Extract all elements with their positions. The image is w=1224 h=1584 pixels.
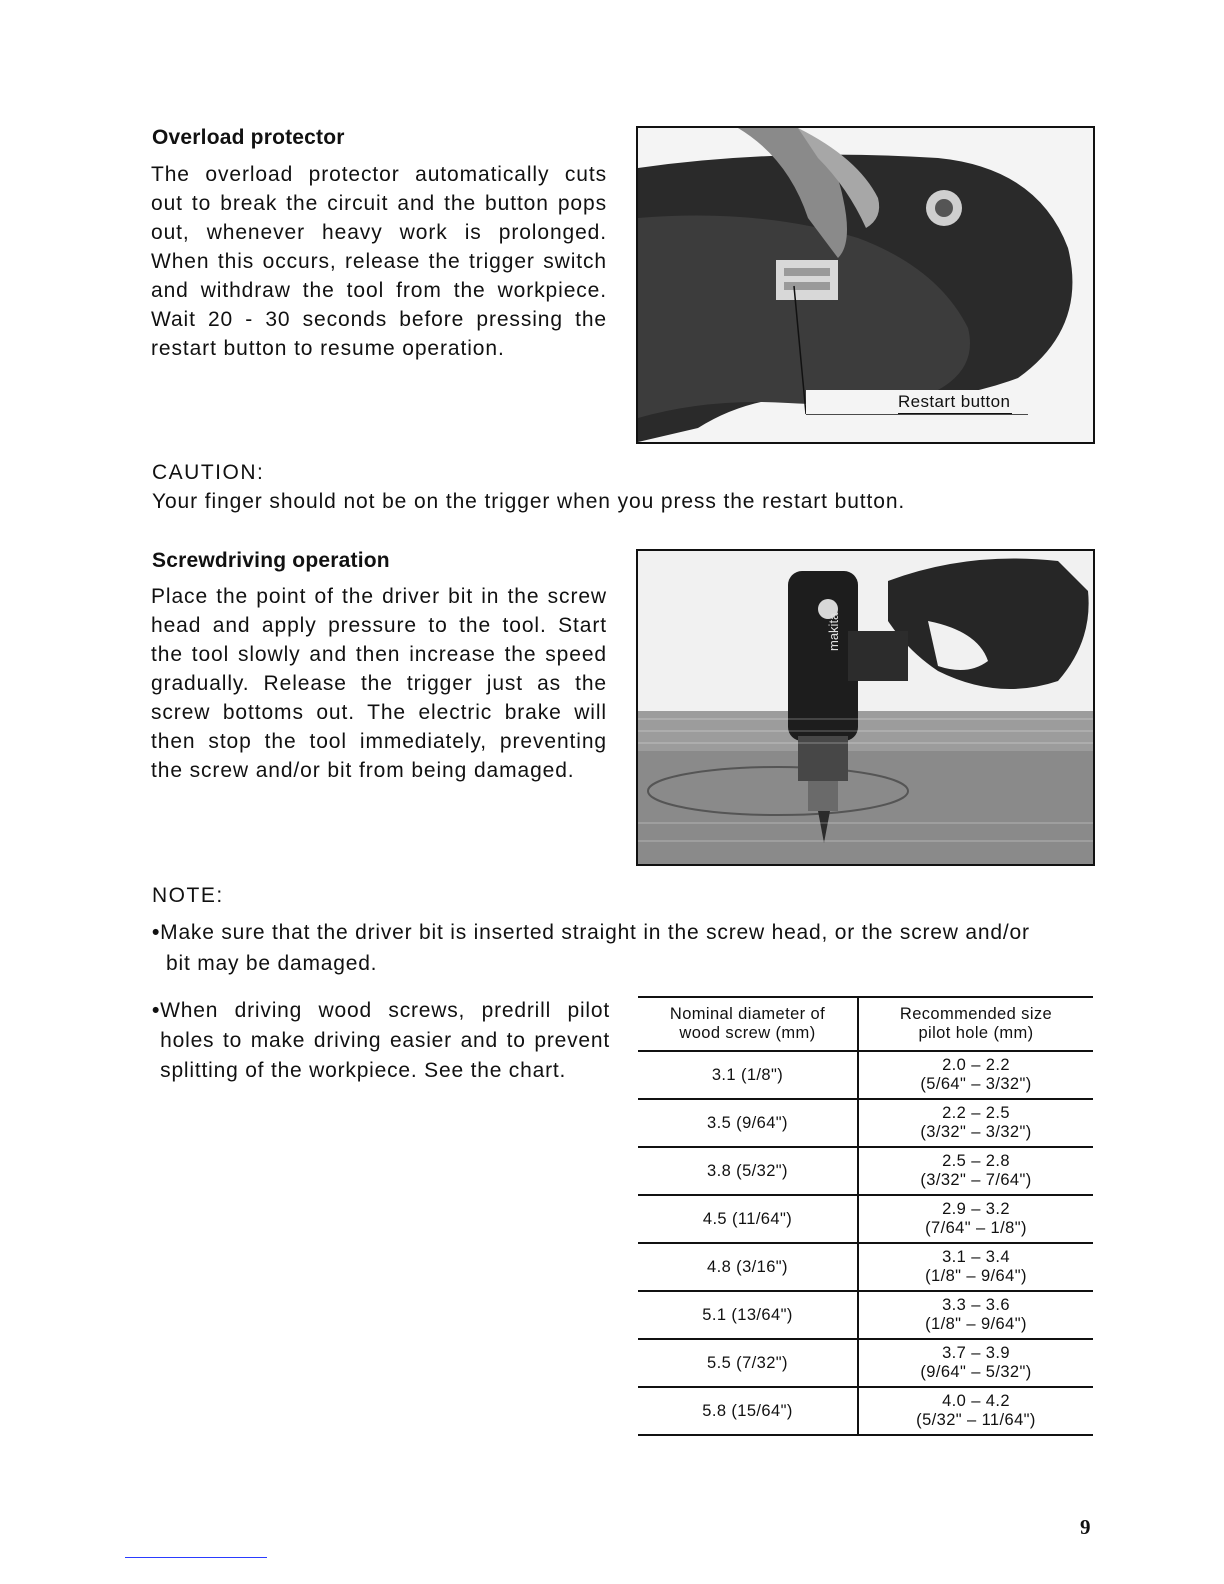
caution-label: CAUTION: <box>152 461 265 484</box>
pilot-size-cell: 3.1 – 3.4 (1/8" – 9/64") <box>925 1248 1027 1285</box>
restart-button-photo <box>636 126 1095 444</box>
note-item-2-text: When driving wood screws, predrill pilot holes to make driving easier and to prevent splitting of the workpiece. See the chart. <box>160 999 610 1082</box>
screw-size-cell: 5.1 (13/64") <box>638 1291 858 1339</box>
restart-button-label: Restart button <box>898 392 1012 414</box>
note-item-1-line1: Make sure that the driver bit is inserted straight in the screw head, or the screw and/or <box>160 921 1030 944</box>
screw-size-cell: 5.8 (15/64") <box>638 1387 858 1435</box>
table-row <box>638 1243 1093 1291</box>
screw-size-cell: 3.5 (9/64") <box>638 1099 858 1147</box>
pilot-size-cell: 2.5 – 2.8 (3/32" – 7/64") <box>920 1152 1032 1189</box>
table-row <box>638 1099 1093 1147</box>
bullet-icon: • <box>152 921 161 944</box>
overload-heading: Overload protector <box>152 126 345 149</box>
table-row <box>638 1147 1093 1195</box>
note-label: NOTE: <box>152 884 224 907</box>
caution-text: Your finger should not be on the trigger when you press the restart button. <box>152 490 906 513</box>
page-number: 9 <box>1080 1515 1091 1539</box>
footer-rule <box>125 1557 267 1558</box>
pilot-hole-chart <box>638 996 1093 1436</box>
screwdriving-heading: Screwdriving operation <box>152 549 390 572</box>
table-row <box>638 1339 1093 1387</box>
screw-size-cell: 4.5 (11/64") <box>638 1195 858 1243</box>
pilot-size-cell: 3.3 – 3.6 (1/8" – 9/64") <box>925 1296 1027 1333</box>
note-item-1 <box>152 918 1102 948</box>
drill-illustration <box>638 551 1093 864</box>
makita-brand-text: makita <box>826 612 841 651</box>
pilot-size-cell: 2.2 – 2.5 (3/32" – 3/32") <box>920 1104 1032 1141</box>
screwdriving-photo <box>636 549 1095 866</box>
note-item-1-continuation: bit may be damaged. <box>166 952 378 975</box>
screw-size-cell: 4.8 (3/16") <box>638 1243 858 1291</box>
screw-size-cell: 3.1 (1/8") <box>638 1051 858 1099</box>
overload-body: The overload protector automatically cuts out to break the circuit and the button pops out, whenever heavy work is prolonged. When this occurs, release the trigger switch and withdraw the tool from the workpiece. Wait 20 - 30 seconds before pressing the restart button to resume operation. <box>151 163 607 360</box>
pilot-size-cell: 2.9 – 3.2 (7/64" – 1/8") <box>925 1200 1027 1237</box>
screw-size-cell: 5.5 (7/32") <box>638 1339 858 1387</box>
bullet-icon: • <box>152 999 161 1022</box>
pilot-size-cell: 2.0 – 2.2 (5/64" – 3/32") <box>920 1056 1032 1093</box>
table-row <box>638 1195 1093 1243</box>
table-row <box>638 1291 1093 1339</box>
table-row <box>638 1387 1093 1435</box>
table-row <box>638 1051 1093 1099</box>
note-item-2 <box>152 996 610 1086</box>
screwdriving-body: Place the point of the driver bit in the screw head and apply pressure to the tool. Start the tool slowly and then increase the speed gradually. Release the trigger just as the screw bottoms out. The electric brake will then stop the tool immediately, preventing the screw and/or bit from being damaged. <box>151 585 607 782</box>
chart-header-row <box>638 997 1093 1051</box>
chart-header-screw: Nominal diameter of wood screw (mm) <box>638 997 858 1051</box>
screw-size-cell: 3.8 (5/32") <box>638 1147 858 1195</box>
chart-header-pilot: Recommended size pilot hole (mm) <box>899 1005 1053 1042</box>
tool-handle-illustration <box>638 128 1093 442</box>
pilot-size-cell: 4.0 – 4.2 (5/32" – 11/64") <box>916 1392 1036 1429</box>
pilot-size-cell: 3.7 – 3.9 (9/64" – 5/32") <box>920 1344 1032 1381</box>
